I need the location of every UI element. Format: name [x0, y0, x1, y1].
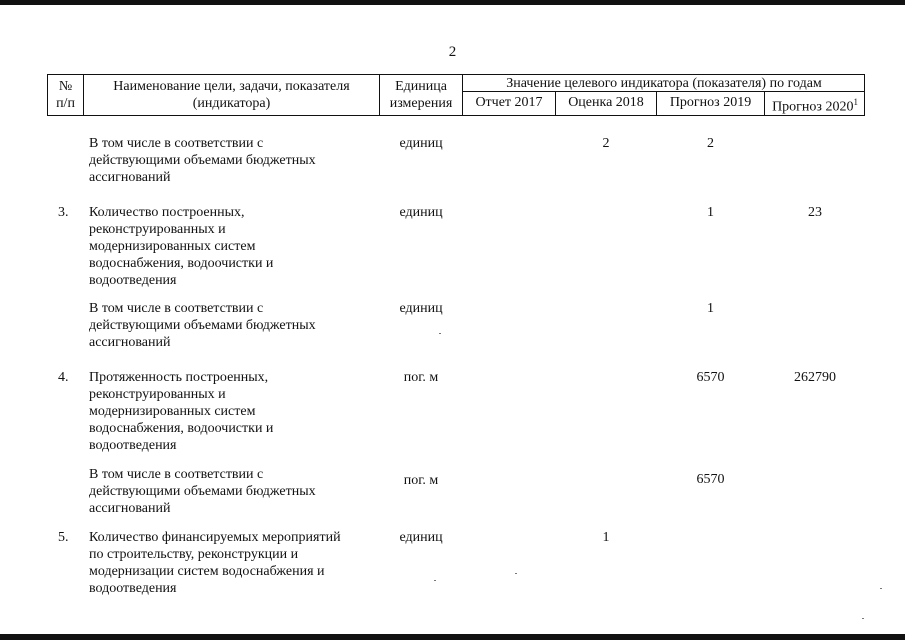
header-group: Значение целевого индикатора (показателя) по годам	[506, 76, 822, 91]
page-number: 2	[448, 44, 457, 60]
row-value-2019: 1	[707, 205, 714, 220]
row-unit: пог. м	[403, 370, 439, 385]
row-unit: единиц	[399, 205, 443, 220]
header-name: Наименование цели, задачи, показателя (индикатора)	[113, 79, 350, 111]
scan-speck	[515, 573, 517, 574]
scan-speck	[439, 333, 441, 334]
row-name: Протяженность построенных, реконструированных и модернизированных систем водоснабжения, водоочистки и водоотведения	[89, 370, 274, 453]
row-name: В том числе в соответствии с действующими объемами бюджетных ассигнований	[89, 136, 316, 185]
bottom-border	[0, 634, 905, 640]
header-unit: Единица измерения	[389, 79, 453, 111]
row-value-2019: 1	[707, 301, 714, 316]
header-year-2017: Отчет 2017	[475, 95, 543, 110]
row-number: 4.	[58, 370, 69, 385]
row-name: В том числе в соответствии с действующими объемами бюджетных ассигнований	[89, 467, 316, 516]
row-value-2020: 262790	[794, 370, 836, 385]
row-name: Количество построенных, реконструированных и модернизированных систем водоснабжения, водоочистки и водоотведения	[89, 205, 274, 288]
row-number: 3.	[58, 205, 69, 220]
row-value-2020: 23	[808, 205, 822, 220]
header-year-2020	[765, 94, 865, 116]
row-value-2019: 6570	[696, 370, 725, 385]
scan-speck	[434, 580, 436, 581]
row-unit: единиц	[399, 530, 443, 545]
row-name: Количество финансируемых мероприятий по строительству, реконструкции и модернизации систем водоснабжения и водоотведения	[89, 530, 341, 596]
header-year-2019: Прогноз 2019	[669, 95, 752, 110]
row-name: В том числе в соответствии с действующими объемами бюджетных ассигнований	[89, 301, 316, 350]
row-number: 5.	[58, 530, 69, 545]
header-year-2018: Оценка 2018	[568, 95, 644, 110]
scan-speck	[880, 588, 882, 589]
row-value-2018: 2	[602, 136, 610, 151]
row-value-2019: 6570	[696, 472, 725, 487]
row-value-2018: 1	[602, 530, 610, 545]
row-unit: единиц	[399, 136, 443, 151]
row-value-2019: 2	[707, 136, 714, 151]
row-unit: пог. м	[403, 473, 439, 488]
footnote-mark: 1	[853, 97, 858, 107]
top-border	[0, 0, 905, 5]
header-year-2020-label: Прогноз 2020	[772, 99, 854, 115]
row-unit: единиц	[399, 301, 443, 316]
header-no: № п/п	[56, 79, 75, 111]
scan-speck	[862, 618, 864, 619]
